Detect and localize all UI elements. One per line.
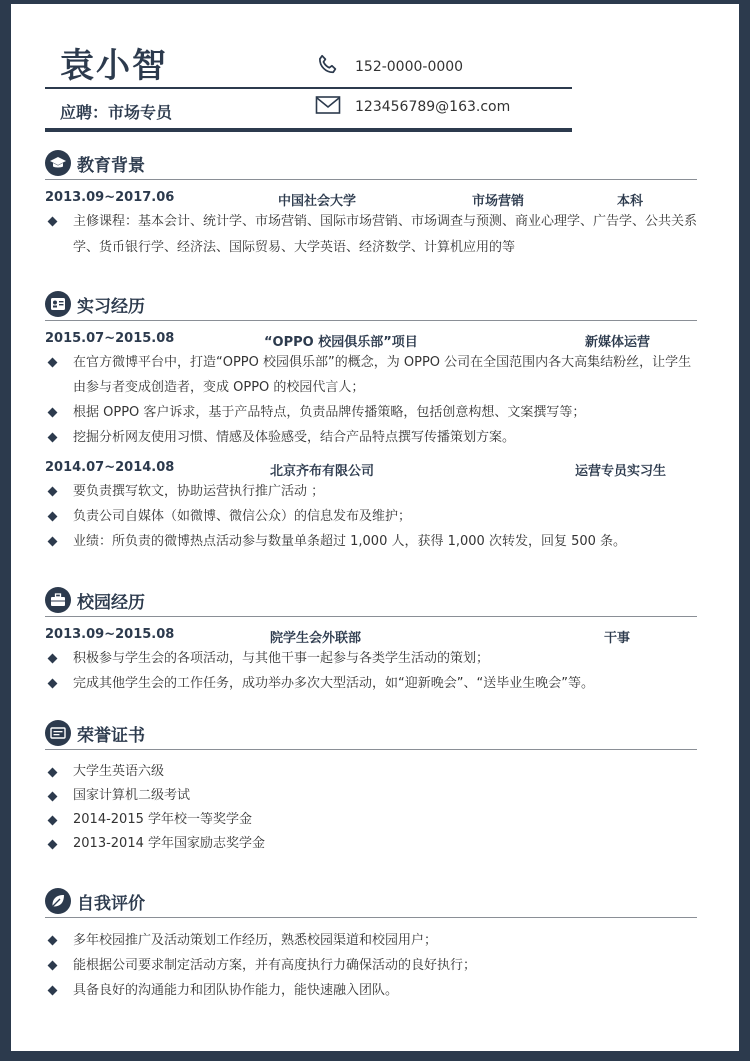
list-item: 积极参与学生会的各项活动，与其他干事一起参与各类学生活动的策划； bbox=[45, 646, 697, 671]
header-divider bbox=[45, 87, 572, 89]
section-header bbox=[45, 888, 697, 918]
entry-role: 新媒体运营 bbox=[585, 335, 651, 350]
list-item: 负责公司自媒体（如微博、微信公众）的信息发布及维护； bbox=[45, 504, 697, 529]
phone-number: 152-0000-0000 bbox=[355, 59, 464, 75]
section-title: 荣誉证书 bbox=[77, 725, 145, 746]
id-card-icon bbox=[45, 291, 71, 317]
entry-header bbox=[45, 624, 697, 646]
leaf-icon bbox=[45, 888, 71, 914]
section-header bbox=[45, 720, 697, 750]
section-header bbox=[45, 291, 697, 321]
entry-role: 干事 bbox=[604, 631, 631, 646]
duty-list bbox=[45, 646, 697, 696]
contact-email bbox=[315, 95, 510, 119]
self-eval-list bbox=[45, 928, 697, 1003]
entry-date: 2014.07~2014.08 bbox=[45, 460, 175, 475]
entry-header bbox=[45, 187, 697, 209]
entry-org: “OPPO 校园俱乐部”项目 bbox=[264, 335, 418, 350]
header-divider-thick bbox=[45, 128, 572, 132]
section-self-evaluation bbox=[45, 888, 697, 1003]
section-header bbox=[45, 587, 697, 617]
entry-org: 院学生会外联部 bbox=[270, 631, 362, 646]
list-item: 在官方微博平台中，打造“OPPO 校园俱乐部”的概念，为 OPPO 公司在全国范围内各大高集结粉丝，让学生由参与者变成创造者，变成 OPPO 的校园代言人； bbox=[45, 350, 697, 400]
certificate-icon bbox=[45, 720, 71, 746]
duty-list bbox=[45, 479, 697, 554]
contact-phone bbox=[315, 52, 463, 82]
briefcase-icon bbox=[45, 587, 71, 613]
entry-major: 市场营销 bbox=[472, 194, 525, 209]
entry-header bbox=[45, 457, 697, 479]
entry-header bbox=[45, 328, 697, 350]
list-item: 能根据公司要求制定活动方案，并有高度执行力确保活动的良好执行； bbox=[45, 953, 697, 978]
list-item: 具备良好的沟通能力和团队协作能力，能快速融入团队。 bbox=[45, 978, 697, 1003]
section-title: 教育背景 bbox=[77, 155, 145, 176]
entry-degree: 本科 bbox=[617, 194, 644, 209]
list-item: 要负责撰写软文，协助运营执行推广活动 ； bbox=[45, 479, 697, 504]
list-item: 国家计算机二级考试 bbox=[45, 784, 697, 808]
mail-icon bbox=[315, 95, 341, 119]
entry-date: 2013.09~2017.06 bbox=[45, 190, 175, 205]
list-item: 根据 OPPO 客户诉求，基于产品特点，负责品牌传播策略，包括创意构想、文案撰写等； bbox=[45, 400, 697, 425]
honor-list bbox=[45, 760, 697, 856]
graduation-cap-icon bbox=[45, 150, 71, 176]
entry-role: 运营专员实习生 bbox=[575, 464, 667, 479]
list-item: 大学生英语六级 bbox=[45, 760, 697, 784]
resume-page bbox=[11, 4, 739, 1051]
list-item: 完成其他学生会的工作任务，成功举办多次大型活动，如“迎新晚会”、“送毕业生晚会”等。 bbox=[45, 671, 697, 696]
duty-list bbox=[45, 350, 697, 450]
list-item: 2014-2015 学年校一等奖学金 bbox=[45, 808, 697, 832]
email-address: 123456789@163.com bbox=[355, 99, 511, 115]
entry-date: 2013.09~2015.08 bbox=[45, 627, 175, 642]
section-education bbox=[45, 150, 697, 261]
applied-position: 应聘：市场专员 bbox=[60, 103, 173, 122]
section-internship bbox=[45, 291, 697, 554]
section-honors bbox=[45, 720, 697, 856]
candidate-name: 袁小智 bbox=[60, 46, 168, 86]
entry-org: 北京齐布有限公司 bbox=[270, 464, 375, 479]
course-list bbox=[45, 209, 697, 261]
list-item: 业绩：所负责的微博热点活动参与数量单条超过 1,000 人，获得 1,000 次转发，回复 500 条。 bbox=[45, 529, 697, 554]
list-item: 主修课程：基本会计、统计学、市场营销、国际市场营销、市场调查与预测、商业心理学、广告学、公共关系学、货币银行学、经济法、国际贸易、大学英语、经济数学、计算机应用的等 bbox=[45, 209, 697, 261]
entry-date: 2015.07~2015.08 bbox=[45, 331, 175, 346]
section-title: 实习经历 bbox=[77, 296, 145, 317]
list-item: 挖掘分析网友使用习惯、情感及体验感受，结合产品特点撰写传播策划方案。 bbox=[45, 425, 697, 450]
entry-school: 中国社会大学 bbox=[278, 194, 357, 209]
phone-icon bbox=[315, 52, 341, 82]
section-title: 自我评价 bbox=[77, 893, 145, 914]
list-item: 2013-2014 学年国家励志奖学金 bbox=[45, 832, 697, 856]
section-title: 校园经历 bbox=[77, 592, 145, 613]
section-header bbox=[45, 150, 697, 180]
section-campus bbox=[45, 587, 697, 696]
list-item: 多年校园推广及活动策划工作经历，熟悉校园渠道和校园用户； bbox=[45, 928, 697, 953]
